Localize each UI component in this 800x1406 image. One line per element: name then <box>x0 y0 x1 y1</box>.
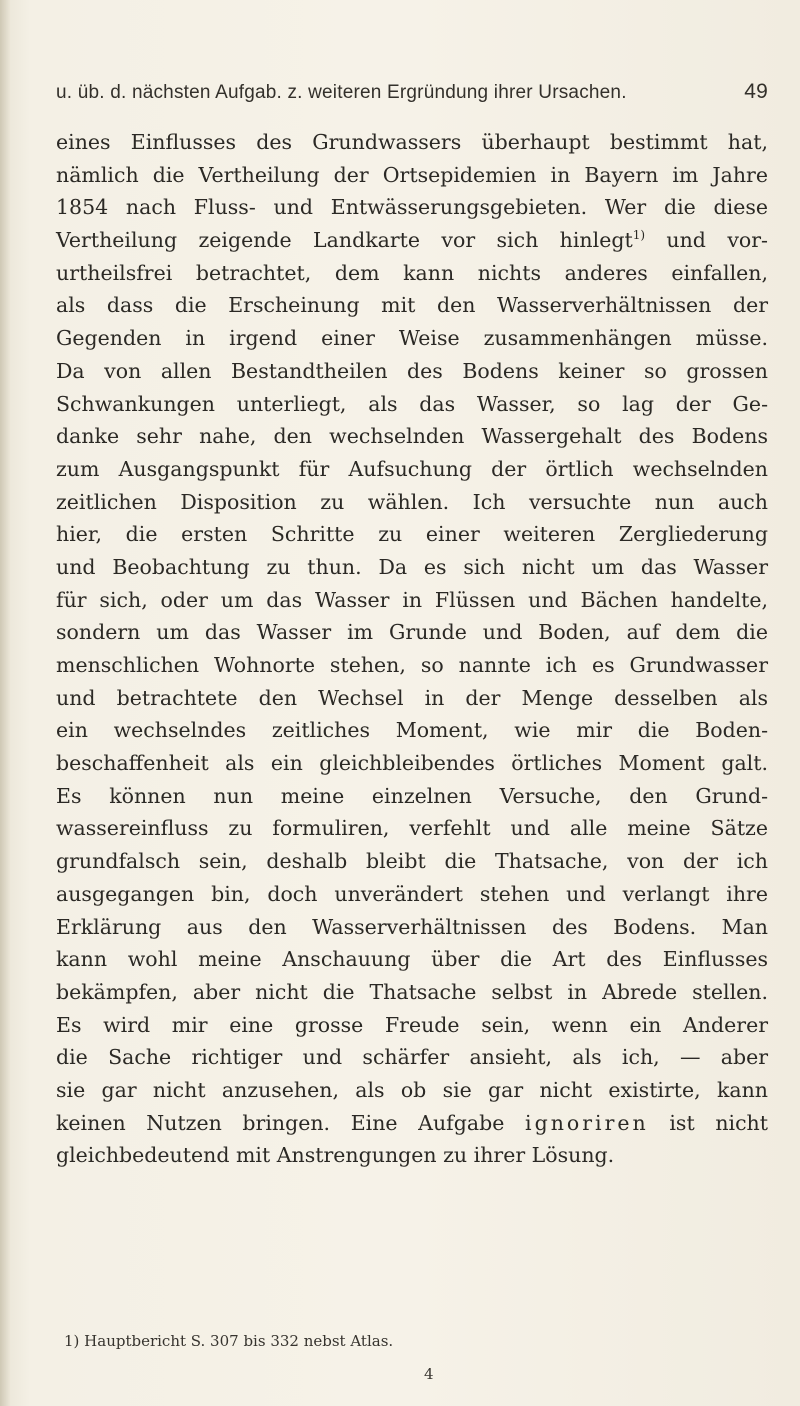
text-line: hier, die ersten Schritte zu einer weiteren Zergliederung <box>56 522 768 547</box>
page-gutter <box>0 0 10 1406</box>
text-line: ausgegangen bin, doch unverändert stehen und verlangt ihre <box>56 881 768 906</box>
text-line: bekämpfen, aber nicht die Thatsache selbst in Abrede stellen. <box>56 979 768 1004</box>
body-text <box>56 126 768 1172</box>
text-line: sie gar nicht anzusehen, als ob sie gar nicht existirte, kann <box>56 1077 768 1102</box>
text-fragment: und vor- <box>666 228 768 253</box>
text-line: Schwankungen unterliegt, als das Wasser, so lag der Ge- <box>56 391 768 416</box>
text-fragment: Vertheilung zeigende Landkarte vor sich hinlegt <box>56 228 633 253</box>
text-line: nämlich die Vertheilung der Ortsepidemien in Bayern im Jahre <box>56 162 768 187</box>
text-line: zeitlichen Disposition zu wählen. Ich versuchte nun auch <box>56 489 768 514</box>
text-line: danke sehr nahe, den wechselnden Wassergehalt des Bodens <box>56 424 768 449</box>
emphasized-word: ignoriren <box>525 1110 649 1135</box>
text-line: für sich, oder um das Wasser in Flüssen und Bächen handelte, <box>56 587 768 612</box>
text-line: Gegenden in irgend einer Weise zusammenhängen müsse. <box>56 326 768 351</box>
text-line: Es wird mir eine grosse Freude sein, wenn ein Anderer <box>56 1012 768 1037</box>
running-head <box>56 82 768 112</box>
text-line: die Sache richtiger und schärfer ansieht, als ich, — aber <box>56 1045 768 1070</box>
text-line: und Beobachtung zu thun. Da es sich nicht um das Wasser <box>56 554 768 579</box>
footnote-ref: 1) <box>632 228 646 243</box>
text-line: zum Ausgangspunkt für Aufsuchung der örtlich wechselnden <box>56 456 768 481</box>
text-line <box>56 1107 768 1140</box>
text-line: kann wohl meine Anschauung über die Art des Einflusses <box>56 947 768 972</box>
text-line: urtheilsfrei betrachtet, dem kann nichts anderes einfallen, <box>56 260 768 285</box>
text-line: eines Einflusses des Grundwassers überhaupt bestimmt hat, <box>56 130 768 154</box>
footnote: 1) Hauptbericht S. 307 bis 332 nebst Atlas. <box>64 1332 394 1350</box>
text-line: grundfalsch sein, deshalb bleibt die Thatsache, von der ich <box>56 849 768 874</box>
text-line <box>56 224 768 257</box>
running-title: u. üb. d. nächsten Aufgab. z. weiteren Ergründung ihrer Ursachen. <box>56 82 627 103</box>
text-line: als dass die Erscheinung mit den Wasserverhältnissen der <box>56 293 768 318</box>
text-line: menschlichen Wohnorte stehen, so nannte ich es Grundwasser <box>56 653 768 677</box>
text-line: Erklärung aus den Wasserverhältnissen des Bodens. Man <box>56 914 768 939</box>
text-line: und betrachtete den Wechsel in der Menge desselben als <box>56 685 768 710</box>
text-line: gleichbedeutend mit Anstrengungen zu ihrer Lösung. <box>56 1143 615 1168</box>
text-line: Es können nun meine einzelnen Versuche, den Grund- <box>56 783 768 808</box>
page-number: 49 <box>744 80 768 103</box>
text-line: wassereinfluss zu formuliren, verfehlt und alle meine Sätze <box>56 816 768 841</box>
text-line: ein wechselndes zeitliches Moment, wie mir die Boden- <box>56 718 768 743</box>
text-fragment: keinen Nutzen bringen. Eine Aufgabe <box>56 1110 505 1135</box>
signature-mark: 4 <box>424 1365 434 1383</box>
text-line: Da von allen Bestandtheilen des Bodens keiner so grossen <box>56 358 768 383</box>
text-line: beschaffenheit als ein gleichbleibendes örtliches Moment galt. <box>56 751 768 776</box>
text-fragment: ist nicht <box>669 1110 768 1135</box>
text-line: sondern um das Wasser im Grunde und Boden, auf dem die <box>56 620 768 645</box>
text-line: 1854 nach Fluss- und Entwässerungsgebieten. Wer die diese <box>56 195 768 220</box>
